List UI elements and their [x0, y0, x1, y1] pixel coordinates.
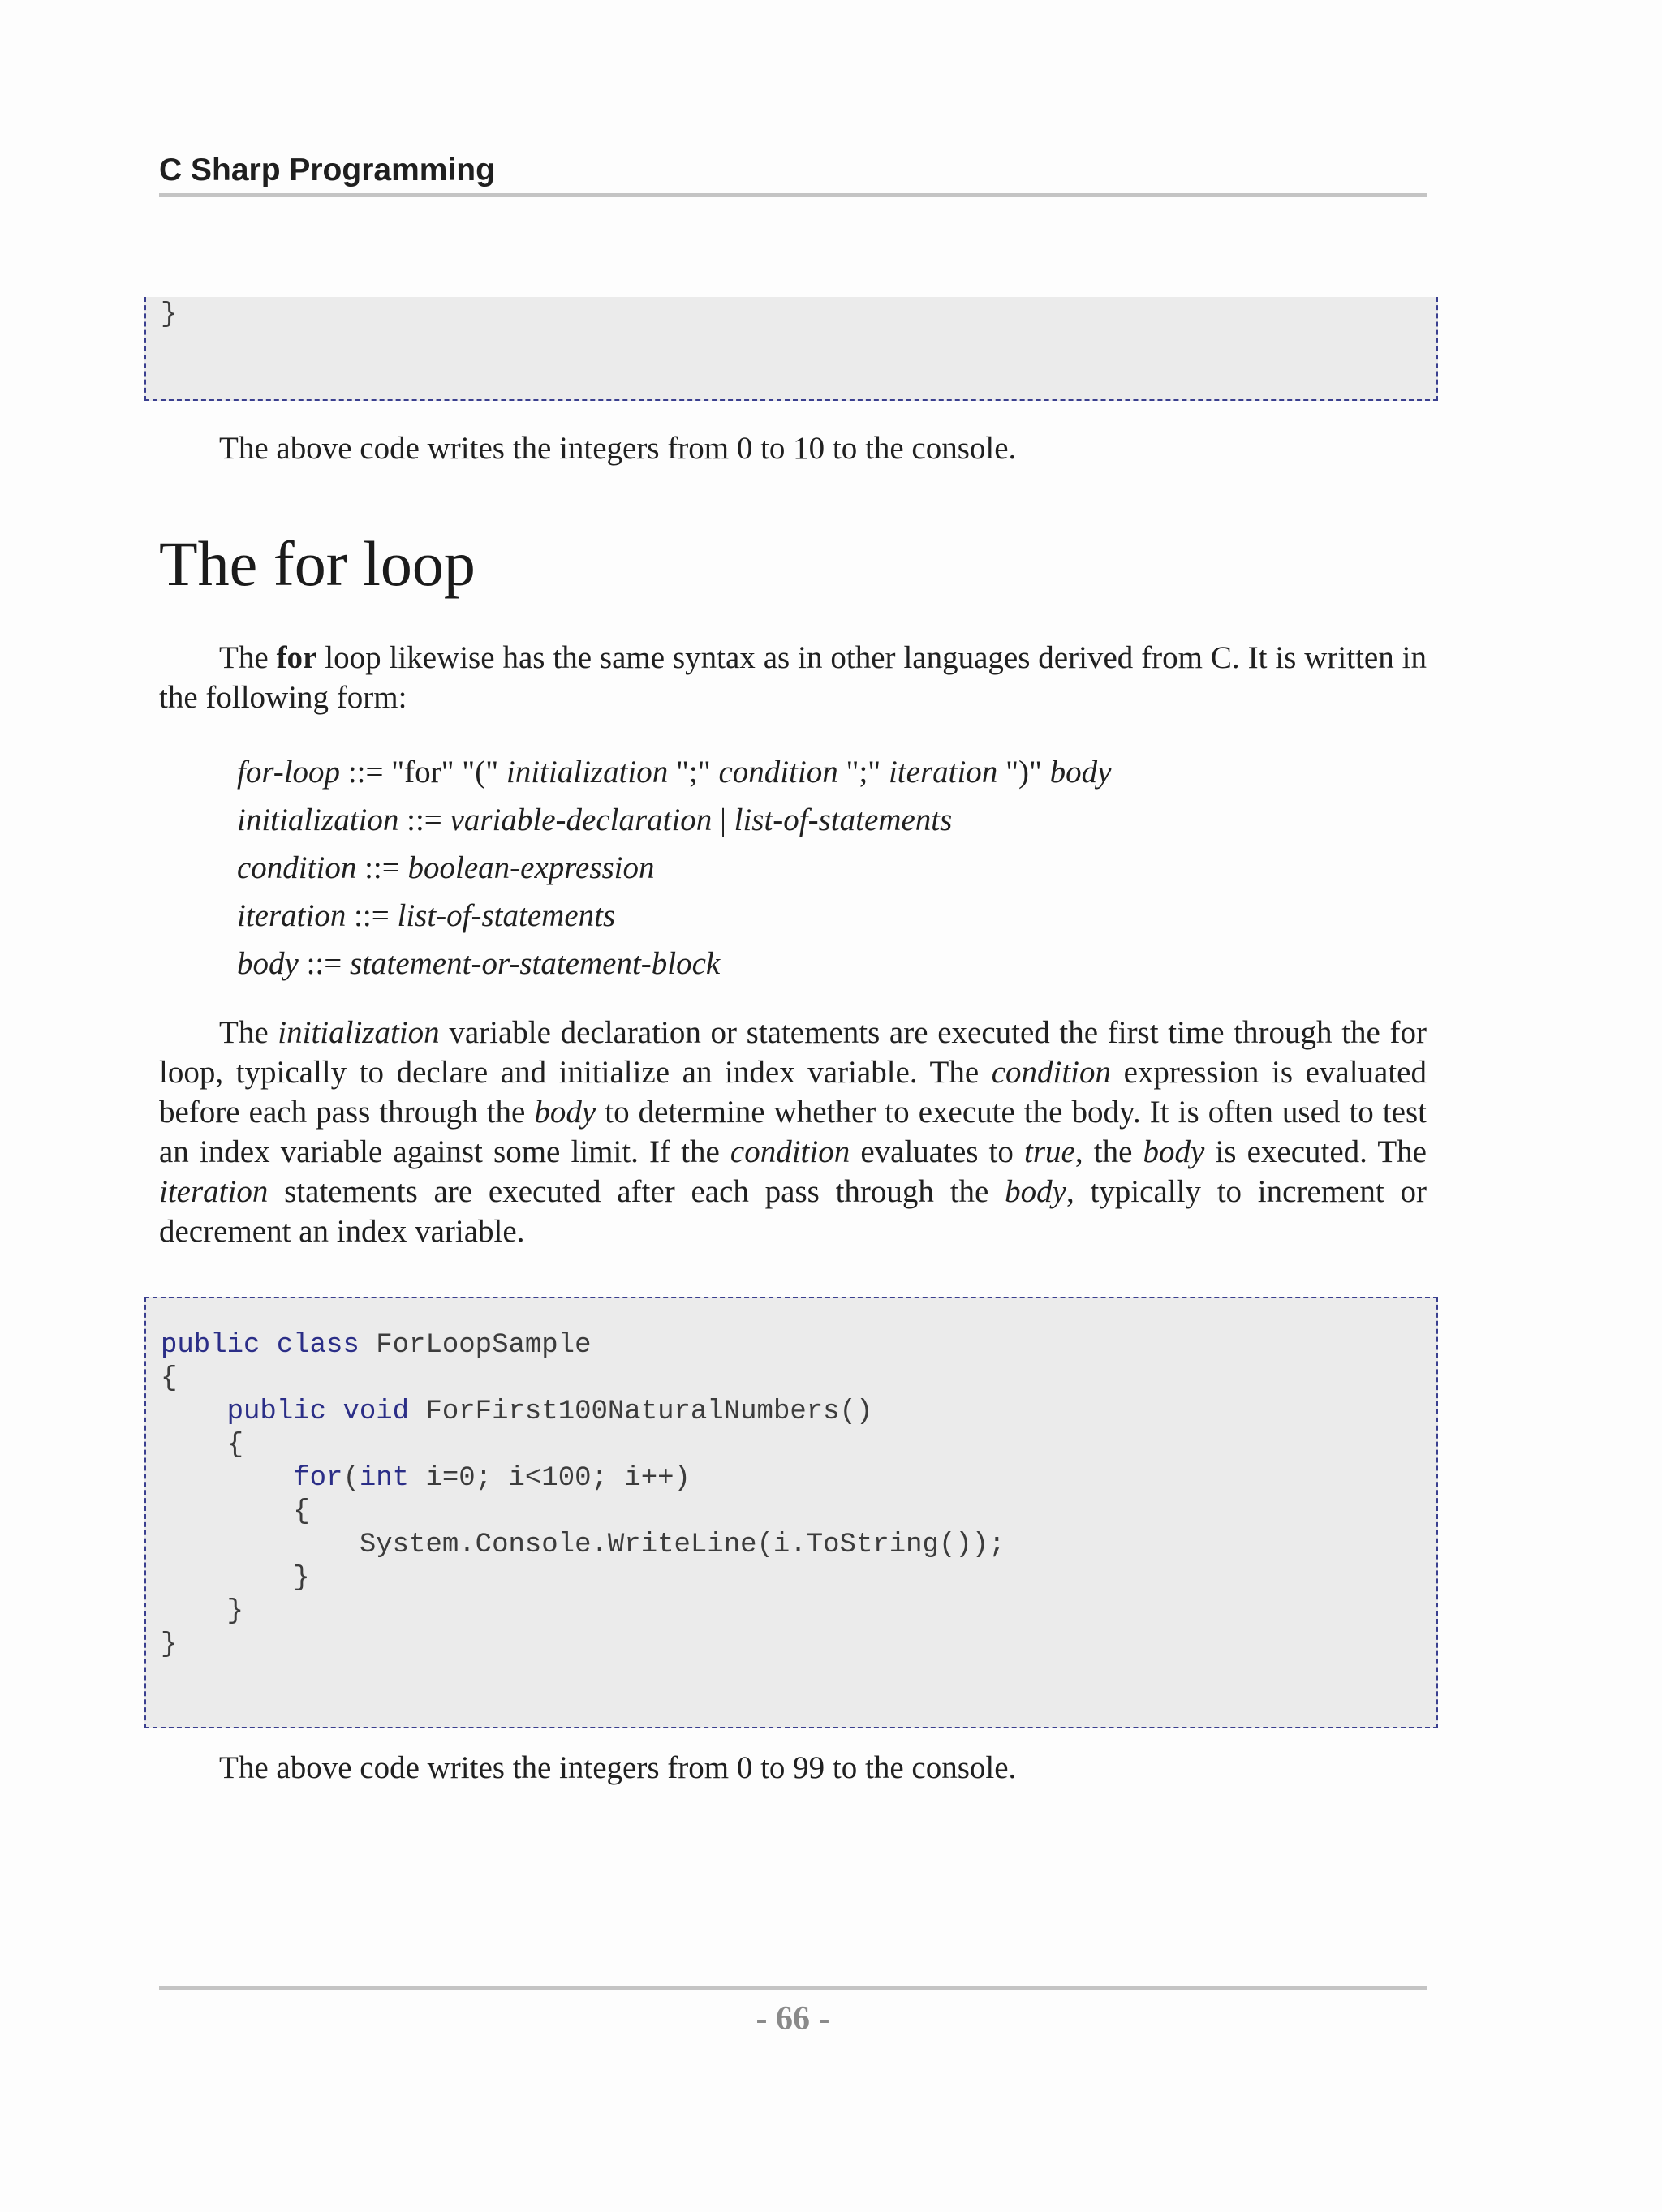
code-token: ( — [342, 1463, 360, 1494]
code-token: { — [161, 1430, 244, 1461]
grammar-lhs: iteration — [237, 898, 347, 933]
emphasized-term: body — [534, 1095, 596, 1130]
grammar-literal: "for" "(" — [391, 755, 506, 790]
code-token: { — [161, 1363, 178, 1394]
grammar-literal: ")" — [997, 755, 1050, 790]
code-token: } — [161, 1596, 244, 1627]
grammar-term: boolean-expression — [407, 850, 655, 885]
emphasized-term: condition — [730, 1134, 850, 1169]
grammar-literal: ";" — [668, 755, 719, 790]
grammar-term: list-of-statements — [734, 803, 953, 837]
text-run: , typically to increment or decrement an index variable. — [159, 1174, 1427, 1249]
section-title: The for loop — [159, 528, 476, 599]
grammar-term: condition — [718, 755, 838, 790]
grammar-operator: ::= — [340, 755, 392, 790]
code-line — [161, 1629, 177, 1660]
emphasized-term: initialization — [278, 1015, 440, 1050]
grammar-rule — [237, 796, 1111, 844]
for-keyword: for — [276, 640, 317, 675]
grammar-rule — [237, 844, 1111, 892]
grammar-operator: ::= — [346, 898, 398, 933]
code-token — [161, 1396, 227, 1427]
text-run: evaluates to — [850, 1134, 1025, 1169]
grammar-term: iteration — [888, 755, 998, 790]
paragraph-for-0-10: The above code writes the integers from 0 to 10 to the console. — [219, 431, 1017, 466]
intro-text-end: loop likewise has the same syntax as in other languages derived from C. It is written in the following form: — [159, 640, 1427, 715]
grammar-rule — [237, 940, 1111, 988]
grammar-lhs: for-loop — [237, 755, 341, 790]
grammar-operator: ::= — [298, 946, 350, 981]
page-number: - 66 - — [756, 2000, 830, 2038]
text-run: variable declaration or statements are executed the first time through the for loop, typically to declare and initialize an index variable. The — [159, 1015, 1427, 1090]
emphasized-term: true — [1024, 1134, 1075, 1169]
grammar-term: initialization — [506, 755, 669, 790]
grammar-rule — [237, 892, 1111, 940]
code-line — [161, 1330, 592, 1361]
code-line — [161, 1396, 872, 1427]
code-token: { — [161, 1496, 310, 1527]
emphasized-term: body — [1143, 1134, 1205, 1169]
grammar-rule — [237, 748, 1111, 796]
code-line — [161, 1430, 243, 1461]
grammar-term: variable-declaration — [450, 803, 713, 837]
code-line — [161, 1563, 310, 1594]
footer-rule — [159, 1986, 1427, 1990]
code-line — [161, 1496, 310, 1527]
code-token: ForFirst100NaturalNumbers() — [425, 1396, 873, 1427]
code-line — [161, 1363, 177, 1394]
grammar-lhs: body — [237, 946, 299, 981]
grammar-lhs: condition — [237, 850, 357, 885]
grammar-term: statement-or-statement-block — [349, 946, 721, 981]
text-run: is executed. The — [1204, 1134, 1427, 1169]
emphasized-term: condition — [991, 1055, 1112, 1090]
code-line — [161, 1463, 691, 1494]
grammar-term: body — [1049, 755, 1112, 790]
code-line: } — [161, 299, 178, 330]
header-rule — [159, 193, 1427, 197]
paragraph-for-explanation — [159, 1013, 1427, 1251]
for-loop-grammar — [237, 748, 1111, 988]
grammar-lhs: initialization — [237, 803, 399, 837]
text-run: to determine whether to execute the body. It is often used to test an index variable against some limit. If the — [159, 1095, 1427, 1169]
code-text — [161, 1329, 1005, 1662]
intro-text-start: The — [219, 640, 277, 675]
code-keyword: for — [293, 1463, 343, 1494]
text-run: The — [219, 1015, 278, 1050]
code-text — [161, 299, 177, 332]
grammar-term: list-of-statements — [397, 898, 616, 933]
paragraph-for-0-99: The above code writes the integers from 0 to 99 to the console. — [219, 1750, 1017, 1785]
code-token: } — [161, 1563, 310, 1594]
code-keyword: public void — [226, 1396, 426, 1427]
code-keyword: public class — [161, 1330, 377, 1361]
emphasized-term: body — [1005, 1174, 1066, 1209]
code-token: i=0; i<100; i++) — [409, 1463, 691, 1494]
grammar-literal: ";" — [837, 755, 889, 790]
code-keyword: int — [359, 1463, 410, 1494]
text-run: statements are executed after each pass through the — [268, 1174, 1005, 1209]
code-token — [161, 1463, 293, 1494]
code-line — [161, 1530, 1005, 1560]
text-run: expression is evaluated before each pass through the — [159, 1055, 1427, 1130]
code-block-continued — [144, 297, 1438, 401]
paragraph-for-intro — [159, 638, 1427, 717]
grammar-operator: ::= — [356, 850, 408, 885]
grammar-operator: ::= — [398, 803, 450, 837]
code-token: System.Console.WriteLine(i.ToString()); — [161, 1530, 1005, 1560]
text-run: , the — [1074, 1134, 1143, 1169]
code-token: } — [161, 1629, 178, 1660]
running-header: C Sharp Programming — [159, 153, 495, 187]
code-token: ForLoopSample — [376, 1330, 592, 1361]
grammar-literal: | — [712, 803, 734, 837]
code-line — [161, 1596, 243, 1627]
code-block-for-loop-sample — [144, 1297, 1438, 1728]
emphasized-term: iteration — [159, 1174, 269, 1209]
